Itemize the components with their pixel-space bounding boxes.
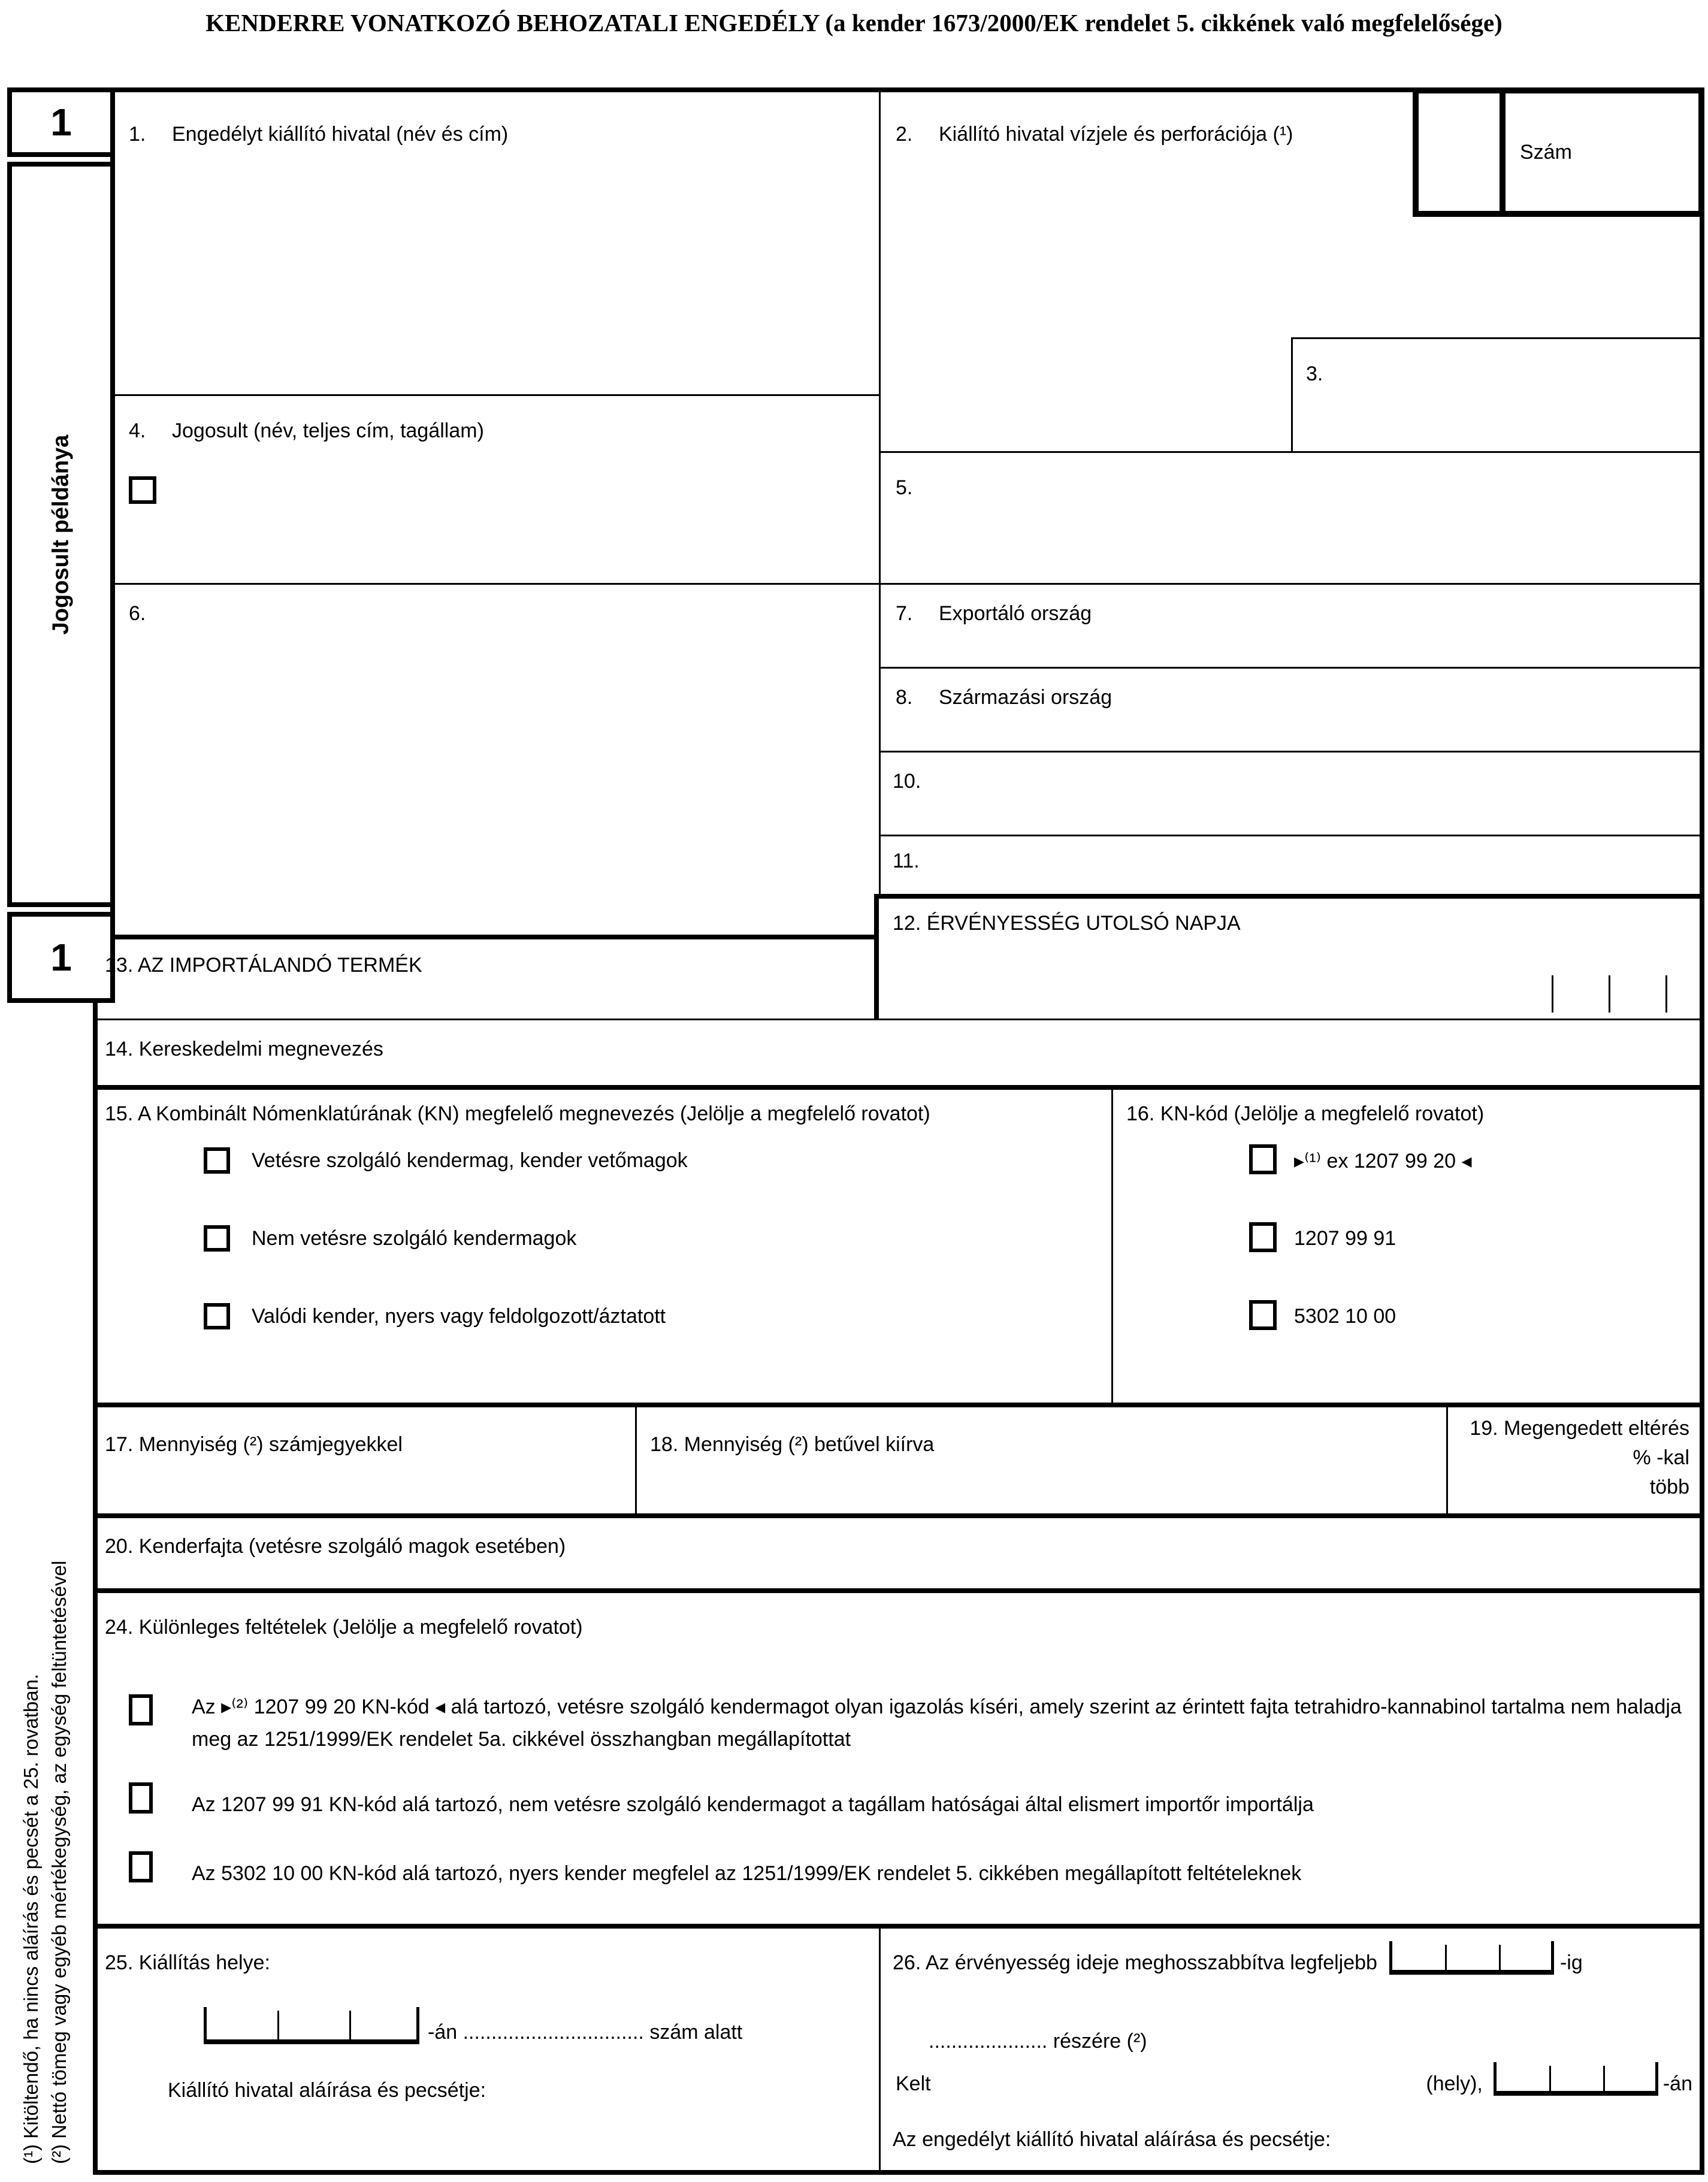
box8-number: 8. <box>896 686 913 709</box>
box25-date-field[interactable] <box>204 2007 419 2044</box>
form-left-border-bottom <box>93 935 98 2175</box>
divider-15-16 <box>1111 1085 1113 1404</box>
footnote-2: (²) Nettó tömeg vagy egyéb mértékegység, az egység feltüntetésével <box>48 1560 70 2164</box>
box8-text: Származási ország <box>939 686 1113 709</box>
box24-option2-checkbox[interactable] <box>129 1782 153 1814</box>
box4-label <box>129 419 484 443</box>
copy-number-box-bottom <box>7 912 115 1003</box>
box25-date-suffix: -án ................................ szám alatt <box>428 2021 743 2044</box>
box24-option1-label: Az ▸⁽²⁾ 1207 99 20 KN-kód ◂ alá tartozó, vetésre szolgáló kendermagot olyan igazolás kíséri, amely szerint az érintett fajta tetrahidro-kannabinol tartalma nem haladja meg az 1251/1999/EK rendelet 5a. cikkével összhangban megállapítottat <box>192 1696 1682 1751</box>
box7-number: 7. <box>896 602 913 625</box>
box13-label: 13. AZ IMPORTÁLANDÓ TERMÉK <box>105 954 422 977</box>
box11-label: 11. <box>893 850 920 872</box>
szam-label: Szám <box>1520 140 1572 164</box>
box25-label: 25. Kiállítás helye: <box>105 1951 270 1974</box>
divider-col-1-2 <box>879 87 881 894</box>
box1-number: 1. <box>129 123 146 146</box>
box26-date-suffix-2: -án <box>1662 2072 1692 2095</box>
divider-24-25-thick <box>93 1924 1704 1929</box>
box26-extension-line <box>893 1941 1692 1975</box>
box24-option2-label: Az 1207 99 91 KN-kód alá tartozó, nem vetésre szolgáló kendermagot a tagállam hatóságai által elismert importőr importálja <box>192 1793 1314 1816</box>
divider-7-8 <box>879 667 1704 669</box>
divider-1-4 <box>114 394 879 396</box>
divider-17-20-thick <box>93 1513 1704 1518</box>
box15-option2-label: Nem vetésre szolgáló kendermagok <box>252 1227 577 1250</box>
box26-date-suffix: -ig <box>1559 1951 1583 1974</box>
copy-holder-label: Jogosult példánya <box>48 434 74 634</box>
box24-option3-checkbox[interactable] <box>129 1851 153 1882</box>
box16-option1-label: ▸⁽¹⁾ ex 1207 99 20 ◂ <box>1294 1150 1472 1172</box>
box26-date-field-1[interactable] <box>1389 1941 1554 1975</box>
box26-hely-label: (hely), <box>1426 2072 1483 2095</box>
divider-15-17-thick <box>93 1403 1704 1407</box>
copy-number-bottom: 1 <box>50 936 72 979</box>
box2-text: Kiállító hivatal vízjele és perforációja (¹) <box>939 123 1293 146</box>
box1-label <box>129 123 508 146</box>
form-bottom-border <box>93 2170 1704 2175</box>
box14-label: 14. Kereskedelmi megnevezés <box>105 1038 383 1060</box>
copy-holder-box <box>7 162 115 907</box>
box5-label: 5. <box>896 476 913 499</box>
box26-kelt-label: Kelt <box>896 2072 931 2095</box>
divider-8-10 <box>879 751 1704 752</box>
box24-label: 24. Különleges feltételek (Jelölje a megfelelő rovatot) <box>105 1616 583 1639</box>
box15-option1-checkbox[interactable] <box>204 1147 230 1174</box>
box12-label: 12. ÉRVÉNYESSÉG UTOLSÓ NAPJA <box>893 912 1241 935</box>
box15-option3-label: Valódi kender, nyers vagy feldolgozott/áztatott <box>252 1305 666 1328</box>
box3-label: 3. <box>1306 362 1323 385</box>
box16-option2-checkbox[interactable] <box>1249 1222 1277 1252</box>
divider-17-18 <box>635 1403 637 1515</box>
box16-option1-checkbox[interactable] <box>1249 1144 1277 1174</box>
divider-10-11 <box>879 835 1704 836</box>
szam-box[interactable] <box>1500 87 1704 217</box>
box19-line2: % -kal <box>1633 1446 1689 1469</box>
box15-option1-label: Vetésre szolgáló kendermag, kender vetőmagok <box>252 1149 688 1172</box>
box4-checkbox[interactable] <box>129 476 156 504</box>
box2-number: 2. <box>896 123 913 146</box>
box16-label: 16. KN-kód (Jelölje a megfelelő rovatot) <box>1126 1102 1485 1125</box>
box25-signature-label: Kiállító hivatal aláírása és pecsétje: <box>168 2079 486 2102</box>
box4-text: Jogosult (név, teljes cím, tagállam) <box>172 419 484 442</box>
box8-label <box>896 686 1112 709</box>
box7-label <box>896 602 1092 625</box>
box26-recipient-line: ..................... részére (²) <box>929 2030 1147 2053</box>
box15-option2-checkbox[interactable] <box>204 1225 230 1252</box>
box26-lead: 26. Az érvényesség ideje meghosszabbítva legfeljebb <box>893 1951 1377 1974</box>
box25-date-line <box>204 2007 742 2044</box>
box16-option3-checkbox[interactable] <box>1249 1300 1277 1330</box>
box16-option2-label: 1207 99 91 <box>1294 1227 1396 1250</box>
box17-label: 17. Mennyiség (²) számjegyekkel <box>105 1433 403 1456</box>
watermark-small-box[interactable] <box>1413 87 1506 217</box>
box12-date-tick-2[interactable] <box>1609 975 1610 1013</box>
divider-20-24-thick <box>93 1588 1704 1593</box>
box1-text: Engedélyt kiállító hivatal (név és cím) <box>172 123 509 146</box>
box20-label: 20. Kenderfajta (vetésre szolgáló magok esetében) <box>105 1535 566 1558</box>
divider-25-26 <box>879 1924 881 2175</box>
box15-option3-checkbox[interactable] <box>204 1303 230 1329</box>
box24-option3-label: Az 5302 10 00 KN-kód alá tartozó, nyers kender megfelel az 1251/1999/EK rendelet 5. cikkében megállapított feltételeknek <box>192 1862 1302 1885</box>
box19-label <box>1426 1414 1689 1502</box>
box24-option1-checkbox[interactable] <box>129 1694 153 1725</box>
divider-14-15-thick <box>93 1085 1704 1090</box>
box6-label: 6. <box>129 602 146 625</box>
box12-date-tick-3[interactable] <box>1665 975 1667 1013</box>
box12-date-tick-1[interactable] <box>1552 975 1553 1013</box>
box26-signature-label: Az engedélyt kiállító hivatal aláírása és pecsétje: <box>893 2128 1331 2151</box>
box12-left-border-thick <box>874 894 879 1019</box>
form-right-border <box>1700 87 1704 2175</box>
divider-13-14 <box>93 1019 1704 1020</box>
box26-kelt-line <box>896 2062 1692 2096</box>
box19-line3: több <box>1649 1476 1689 1498</box>
page-title: KENDERRE VONATKOZÓ BEHOZATALI ENGEDÉLY (a kender 1673/2000/EK rendelet 5. cikkének való megfelelősége) <box>205 9 1503 37</box>
copy-number-box-top <box>7 87 115 157</box>
box3-top-border <box>1291 337 1704 339</box>
footnote-1: (¹) Kitöltendő, ha nincs aláírás és pecsét a 25. rovatban. <box>20 1673 42 2164</box>
box18-label: 18. Mennyiség (²) betűvel kiírva <box>650 1433 935 1456</box>
divider-11-12-thick <box>874 894 1704 899</box>
box7-text: Exportáló ország <box>939 602 1092 625</box>
box3-left-border <box>1291 337 1293 453</box>
box15-label: 15. A Kombinált Nómenklatúrának (KN) megfelelő megnevezés (Jelölje a megfelelő rovatot) <box>105 1102 930 1125</box>
box2-label <box>896 123 1293 146</box>
copy-number-top: 1 <box>50 101 72 144</box>
box26-date-field-2[interactable] <box>1494 2062 1658 2096</box>
box4-number: 4. <box>129 419 146 442</box>
divider-13-top-thick <box>93 935 879 939</box>
box10-label: 10. <box>893 770 921 793</box>
box19-line1: 19. Megengedett eltérés <box>1470 1417 1689 1440</box>
box16-option3-label: 5302 10 00 <box>1294 1305 1396 1328</box>
divider-4-6 <box>114 583 1704 585</box>
footnotes <box>17 1505 73 2164</box>
